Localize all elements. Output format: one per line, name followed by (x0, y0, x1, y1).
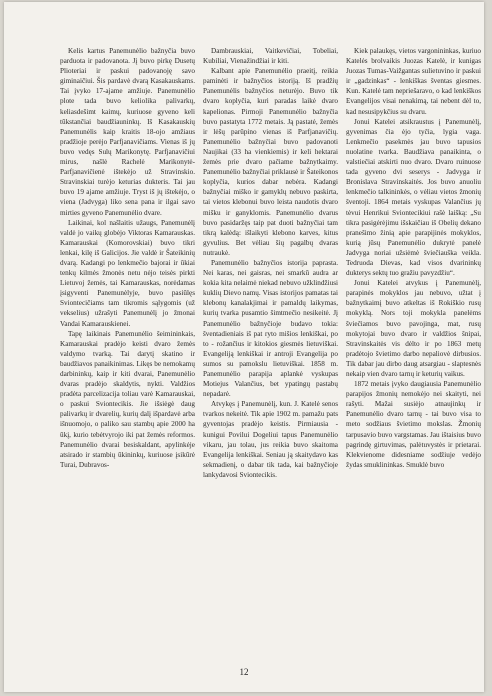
paragraph: Kiek palaukęs, vietos vargonininkas, kuriuo Katelės brolvaikis Juozas Katelė, ir kunigas Juozas Tumas-Vaižgantas sulietuvino ir paskui ir „gadzinkas“ - lenkiškas šventas giesmes. Kun. Katelė tam nepriešaravo, o kad lenkiškos Evangelijos visai nenakimą, tai nebent dėl to, kad nesusipykčius su dvaru. (346, 47, 481, 116)
paragraph: Jonui Katelei atsikraustus į Panemunėlį, gyvenimas čia ėjo tyčia, lygia vaga. Lenkmečio pasekmės jau buvo tapusios nuolatine tvarka. Baudžiava panaikinta, o valstiečiai atskirti nuo dvaro. Dvaro ruinuose tada gyveno dvi seserys - Jadvyga ir Bronislava Stravinskaitės. Jos buvo anuoliu lenkmečio talkininkės, o vėliau vietos žmonių šventoji. 1864 metais vyskupas Valančius jų tėvui Henrikui Sviontecikiui rašė laišką: „Su tikra pasigėrėjimu išskaičiau iš Obelių dekano pranešimo žinią apie parapijinės mokyklos, kurią jūsų Panemunėlio dukrytė panelė Jadvyga noriai užsiėmė šviečiauška veikla. Tedruoda Dievas, kad visos dvarininkų dukterys sektų tuo gražiu pavyzdžiu“. (346, 117, 481, 278)
text-column-2 (203, 46, 338, 480)
paragraph: Tapę laikinais Panemunėlio šeimininkais, Kamarauskai pradėjo keisti dvaro žemės valdymo tvarką. Tai darytį skatino ir baudžiavos panaikinimas. Likęs be nemokamų darbininkų, kaip ir kiti dvarai, Panemunėlio dvaras pradėjo skaldytis, nykti. Valdžios pradėta parcelizacija toliau varė Kamarauskai, o paskui Sviontecikis. Jie išsiėgė daug palivarkų ir dvarelių, kurių dalį išpardavė arba išnuomojo, o paliko sau stambų apie 2000 ha ūkį, kurio tebėtvyrojo iki pat žemės reformos. Panemunėlio dvarai besiskaldant, apylinkėje atsirado ir stambių ūkininkų, kuriuose įsikūrė Turai, Dubravos- (60, 329, 195, 469)
paragraph: Dambrauskiai, Vaitkevičiai, Tobeliai, Kubiliai, Vienažindžiai ir kiti. (203, 47, 338, 66)
text-column-1 (60, 46, 195, 470)
paragraph: Kelis kartus Panemunėlio bažnyčia buvo parduota ir padovanota. Jį buvo pirkę Dusetų Plioteriai ir paskui padovanoję savo giminaičiui. Šis pardavė dvarą Kasakauskams. Tai įvyko 17-ajame amžiuje. Panemunėlio plote tada buvo keliolika palivarkų, keliasdešimt kaimų, kuriuose gyveno keli tūkstančiai baudžiauninkų. Iš Kasakauskių Panemunėlis kaip kraitis 18-ojo amžiaus pradžioje perėjo Parfjanavičiams. Vienas iš jų buvo vedęs Sulų Marikonytę. Parfjanavičiui mirus, našlė Rachelė Marikonytė-Parfjanavičienė ištekėjo už Stravinskio. Stravinskiai turėjo keturias dukteris. Tai jau buvo 19 ajame amžiuje. Tryst iš jų ištekėjo, o viena (Jadvyga) liko sena pana ir ilgai savo mirties gyveno Panemunėlio dvare. (60, 47, 195, 217)
paragraph: Panemunėlio bažnyčios istorija paprasta. Nei karas, nei gaisras, nei smarkū audra ar kokia kita nelaimė niekad nebuvo užklindžiusi kuklių Dievo namų. Visas istorijos pamatas tai klebonų kanalakjimai ir pamaldų laikymas, kurių tvarka pusamtio šimtmečio nesikeitė. Jį Panemunėlio bažnyčioje budavo tokia: šventadieniais iš pat ryto mišios lenkiškai, po to - rožančius ir kitokios giesmės lietuviškai. Evangeliją lenkiškai ir antroji Evangelija po sumos su pamokslu lietuviškai. 1858 m. Panemunėlio parapija aplankė vyskupas Motiejus Valančius, bet ypatingų pastabų nepadarė. (203, 258, 338, 399)
paragraph: Kalbant apie Panemunėlio praeitį, reikia paminėti ir bažnyčios istoriją. Iš pradžių Panemunėlis bažnyčios neturėjo. Buvo tik dvaro koplyčia, kuri paradas laikė dvaro kapelionas. Pirmoji Panemunėlio bažnyčia buvo pastatyta 1772 metais. Ją pastatė, žemės ir lėšų parūpino vienas iš Parfjanavičių. Panemunėlio bažnyčiai buvo padovanoti Naujikai (33 ha vienkiemis) ir keli hektarai žemės prie dvaro pačiame bažnytkaimy. Panemunėlio bažnyčiai priklausė ir Šateikonos koplyčia, kurios dabar nebėra. Kadangi bažnyčiai miško ir gamyklų nebuvo paskirta, tai vietos klebonui buvo leista naudotis dvaro mišku ir ganyklomis. Panemunėlio dvarus buvo pasidaržęs taip pat duoti bažnyčiai tam tikrą kalėdą: išlaikyti klebono karves, kitus gyvulius. Bet vėliau šių pagalbų dvaras nutraukė. (203, 67, 338, 257)
page-number: 12 (239, 667, 249, 677)
paragraph: 1872 metais įvyko daugiausia Panemunėlio parapijos žmonių nemokėjo nei skaityti, nei rašyti. Mažai susiėjo atnaujinkų ir Panemunėlio dvaro tarnų - tai buvo visa to meto sodžiaus švietimo mokslas. Žmonių tarpusavio buvo vargstamas. Jau ištaisius buvo pagrindę girtuvimas, palėtuvystės ir prietarai. Klekvienome didesniame sodžiuje vedėjo žydas smuklininkas. Smuklė buvo (346, 380, 481, 469)
paragraph: Jonui Katelei atvykus į Panemunėlį, parapinės mokyklos jau nebuvo, užtat į bažnytkaimį buvo atkeltas iš Rokiškio rusų mokyklą. Nors toji mokykla panelėms šviečiamos buvo pavojinga, mat, rusų mokytojai buvo dvaro ir valdžios šnipai, Stravinskaitės vis dėlto ir po 1863 metų pradėtojo švietimo darbo nepaliovė dirbusios. Tik dabar jau dirbo daug atsargiau - slaptesnės nekaip vien dvaro tarnų ir keturių vaikus. (346, 279, 481, 378)
text-column-3 (346, 46, 481, 470)
book-page (4, 2, 484, 692)
paragraph: Laikinai, kol našlaitis užaugs, Panemunėlį valdė jo vaikų globėjo Viktoras Kamarauskas. Kamarauskai (Komorovskiai) buvo tikri lenkai, kilę iš Galicijos. Jie valdė ir Šateikinių dvarą. Kadangi po lenkmečio bajorai ir ūkiai tenkų kilmės žmonės netu nėjo teisės pirkti Lietuvoj žemės, tai Kamarauskas, norėdamas įsigyventi Panemunėlyje, buvo pasiūlęs Sviontecičiams tam tikromis sąlygomis (už vekselius) užrašyti Panemunėlį jo žmonai Vandai Kamarauskienei. (60, 218, 195, 328)
paragraph: Atvykęs į Panemunėlį, kun. J. Katelė senos tvarkos nekeitė. Tik apie 1902 m. pamažu pats gyventojas pradėjo keistis. Pirmiausia - kunigui Povilui Dogeliui tapus Panemunėlio vikaru, jau tolau, jus reikia buvo skaitoma Evangelija lenkiškai. Seniau ją skaitydavo kas sekmadienį, o dabar tik tada, kai bažnyčioje lankydavosi Sviontecikis. (203, 400, 338, 479)
